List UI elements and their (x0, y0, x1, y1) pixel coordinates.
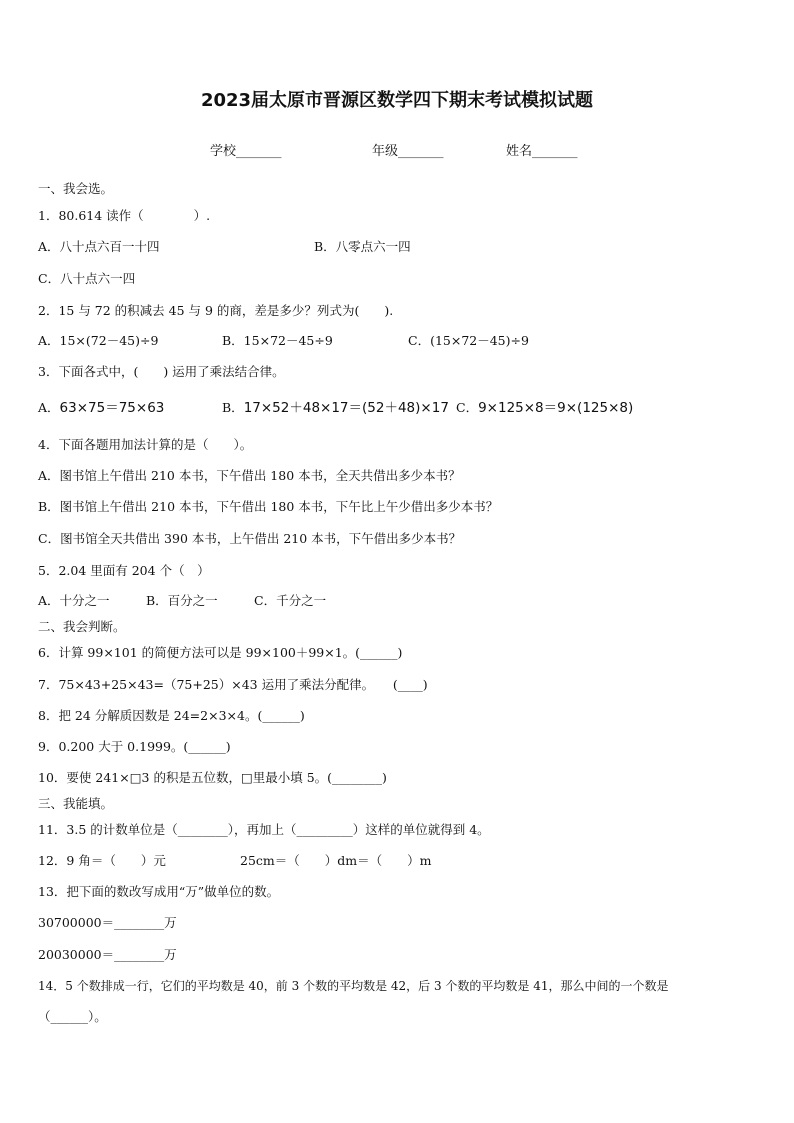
page-title: 2023届太原市晋源区数学四下期末考试模拟试题 (200, 90, 594, 111)
section-heading-choice: 一、我会选。 (38, 181, 114, 196)
question-1-option-a: A．八十点六百一十四 (38, 239, 160, 254)
question-4-option-c: C．图书馆全天共借出 390 本书，上午借出 210 本书，下午借出多少本书？ (38, 531, 462, 546)
question-9: 9．0.200 大于 0.1999。(______) (38, 739, 231, 754)
question-4-stem: 4．下面各题用加法计算的是（ ）。 (38, 437, 253, 452)
question-4-option-b: B．图书馆上午借出 210 本书，下午借出 180 本书，下午比上午少借出多少本书？ (38, 499, 499, 514)
question-2-option-b: B．15×72－45÷9 (222, 333, 333, 348)
question-10: 10．要使 241×□3 的积是五位数，□里最小填 5。(________) (38, 770, 387, 785)
question-2-stem: 2．15 与 72 的积减去 45 与 9 的商，差是多少？列式为( ). (38, 303, 394, 318)
question-13-stem: 13．把下面的数改写成用“万”做单位的数。 (38, 884, 280, 899)
name-field: 姓名_______ (506, 144, 578, 159)
school-field: 学校_______ (210, 144, 282, 159)
question-2-option-c: C．(15×72－45)÷9 (408, 333, 529, 348)
question-8: 8．把 24 分解质因数是 24=2×3×4。(______) (38, 708, 305, 723)
question-6: 6．计算 99×101 的简便方法可以是 99×100＋99×1。(______) (38, 645, 403, 660)
option-a-expression: 63×75＝75×63 (59, 400, 165, 416)
question-3-option-b (222, 399, 449, 417)
question-5-stem: 5．2.04 里面有 204 个（ ） (38, 563, 210, 578)
option-b-expression: 17×52＋48×17＝(52＋48)×17 (243, 400, 449, 416)
question-12-part-a: 12．9 角＝（ ）元 (38, 853, 166, 868)
question-3-option-a (38, 399, 164, 417)
question-4-option-a: A．图书馆上午借出 210 本书，下午借出 180 本书，全天共借出多少本书？ (38, 468, 461, 483)
question-3-option-c (456, 399, 633, 417)
question-1-option-b: B．八零点六一四 (314, 239, 411, 254)
question-5-option-a: A．十分之一 (38, 593, 110, 608)
question-13-item-a: 30700000＝________万 (38, 915, 177, 930)
question-1-stem: 1．80.614 读作（ ）. (38, 208, 211, 223)
option-a-label: A． (38, 400, 60, 415)
question-3-stem: 3．下面各式中，( ) 运用了乘法结合律。 (38, 364, 285, 379)
question-5-option-b: B．百分之一 (146, 593, 218, 608)
question-14-line-1: 14．5 个数排成一行，它们的平均数是 40，前 3 个数的平均数是 42，后 3 个数的平均数是 41，那么中间的一个数是 (38, 979, 669, 993)
grade-field: 年级_______ (372, 144, 444, 159)
question-14-line-2: （______）。 (38, 1009, 107, 1024)
question-2-option-a: A．15×(72－45)÷9 (38, 333, 159, 348)
option-c-expression: 9×125×8＝9×(125×8) (478, 400, 634, 416)
question-1-option-c: C．八十点六一四 (38, 271, 136, 286)
question-7: 7．75×43+25×43=（75+25）×43 运用了乘法分配律。 (____) (38, 677, 428, 692)
section-heading-fill: 三、我能填。 (38, 796, 114, 811)
question-12-part-b: 25cm＝（ ）dm＝（ ）m (240, 853, 432, 868)
question-13-item-b: 20030000＝________万 (38, 947, 177, 962)
question-11: 11．3.5 的计数单位是（________），再加上（_________）这样的单位就得到 4。 (38, 822, 490, 837)
option-b-label: B． (222, 400, 244, 415)
question-5-option-c: C．千分之一 (254, 593, 327, 608)
option-c-label: C． (456, 400, 479, 415)
section-heading-judge: 二、我会判断。 (38, 619, 126, 634)
